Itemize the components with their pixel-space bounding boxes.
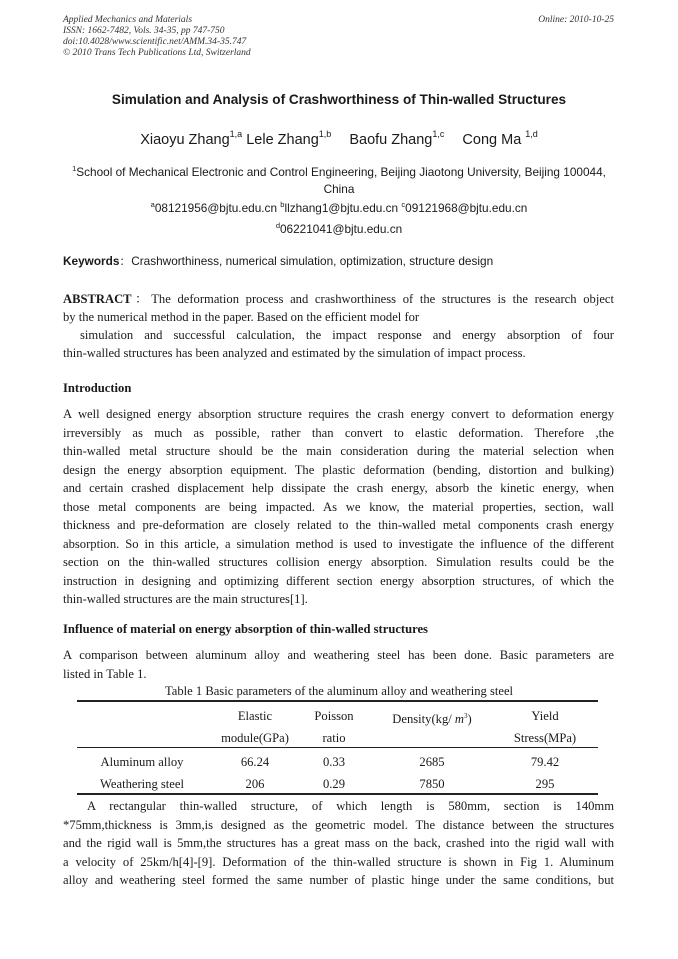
table-cell-yield: 295 — [535, 777, 555, 791]
affiliation-text: School of Mechanical Electronic and Control Engineering, Beijing Jiaotong University, Beijing 100044, China — [76, 164, 606, 196]
table-cell-elastic: 206 — [245, 777, 265, 791]
table-cell-material: Weathering steel — [100, 777, 184, 791]
author-name: Xiaoyu Zhang — [140, 131, 230, 148]
header-density-close: ) — [467, 712, 472, 727]
paragraph-line: a velocity of 25km/h[4]-[9]. Deformation of the thin-walled structure is shown in Fig 1. Aluminum — [63, 854, 614, 869]
keywords-label: Keywords — [63, 254, 120, 268]
journal-header — [63, 15, 251, 59]
header-elastic-unit: module(GPa) — [221, 731, 289, 745]
header-yield-unit: Stress(MPa) — [513, 731, 577, 745]
author-affil-mark: 1,c — [432, 129, 445, 139]
paragraph-line: and certain crashed displacement help dissipate the crash energy, absorb the kinetic energy, when — [63, 481, 614, 495]
issn-line: ISSN: 1662-7482, Vols. 34-35, pp 747-750 — [63, 26, 225, 36]
email-mark: c — [401, 200, 406, 209]
table-caption: Table 1 Basic parameters of the aluminum alloy and weathering steel — [164, 684, 514, 698]
paragraph-line: A rectangular thin-walled structure, of which length is 580mm, section is 140mm — [87, 799, 614, 813]
abstract-line: thin-walled structures has been analyzed and estimated by the simulation of impact process. — [63, 346, 526, 360]
paragraph-line: absorption. So in this article, a simulation method is used to investigate the influence of the different — [63, 536, 614, 551]
header-poisson: Poisson — [314, 709, 354, 723]
section-heading-introduction: Introduction — [63, 381, 132, 395]
author-name: Cong Ma — [462, 131, 522, 148]
header-elastic: Elastic — [237, 709, 273, 723]
table-cell-density: 7850 — [419, 777, 445, 791]
keywords — [63, 252, 615, 269]
model-paragraph — [63, 797, 614, 890]
section-heading-influence: Influence of material on energy absorption of thin-walled structures — [63, 622, 428, 636]
header-density-text: Density(kg/ — [392, 712, 452, 727]
table-cell-elastic: 66.24 — [240, 755, 270, 769]
paragraph-line: A well designed energy absorption structure requires the crash energy convert to deformation energy — [63, 407, 614, 421]
paragraph-line: instruction in designing and optimizing different section energy absorption structures, of which the — [63, 573, 614, 588]
doi-line: doi:10.4028/www.scientific.net/AMM.34-35.747 — [63, 37, 247, 47]
online-date: Online: 2010-10-25 — [538, 15, 614, 25]
affiliation-mark: 1 — [72, 164, 77, 173]
paper-title: Simulation and Analysis of Crashworthiness of Thin-walled Structures — [111, 92, 567, 107]
affiliation — [72, 160, 606, 198]
header-poisson-ratio: ratio — [322, 731, 346, 745]
paragraph-line: design the energy absorption equipment. The plastic deformation (bending, distortion and bulking) — [63, 462, 614, 477]
paragraph-line: *75mm,thickness is 3mm,is designed as the geometric model. The distance between the structures — [63, 817, 614, 832]
abstract — [63, 290, 614, 362]
copyright-line: © 2010 Trans Tech Publications Ltd, Switzerland — [63, 48, 251, 58]
header-density-exp: 3 — [464, 712, 468, 720]
paragraph-line: A comparison between aluminum alloy and weathering steel has been done. Basic parameters are — [63, 648, 614, 662]
email-a: 08121956@bjtu.edu.cn — [154, 200, 278, 215]
paragraph-line: listed in Table 1. — [63, 666, 147, 681]
email-b: llzhang1@bjtu.edu.cn — [284, 200, 399, 215]
author-affil-mark: 1,a — [229, 129, 243, 139]
keywords-text: Crashworthiness, numerical simulation, optimization, structure design — [131, 254, 494, 268]
author-name: Baofu Zhang — [349, 131, 433, 148]
header-density-unit: m — [454, 712, 465, 727]
keywords-separator: ： — [119, 254, 132, 268]
header-yield: Yield — [531, 709, 559, 723]
influence-paragraph — [63, 646, 614, 683]
author-affil-mark: 1,d — [525, 129, 538, 139]
table-top-rule — [77, 700, 598, 702]
paragraph-line: thin-walled metal structure should be the main consideration during the material selection when — [63, 444, 614, 458]
abstract-line: by the numerical method in the paper. Based on the efficient model for — [63, 310, 420, 324]
email-mark: b — [280, 200, 285, 209]
abstract-line: The deformation process and crashworthiness of the structures is the research object — [151, 292, 615, 306]
table-bottom-rule — [77, 793, 598, 795]
paragraph-line: thickness and pre-deformation are closely related to the thin-walled metal components crash energy — [63, 518, 614, 532]
paragraph-line: thin-walled structures are the main structures[1]. — [63, 592, 308, 606]
paragraph-line: section on the thin-walled structures collision energy absorption. Simulation results could be the — [63, 555, 614, 569]
email-list — [0, 196, 678, 238]
paragraph-line: alloy and weathering steel formed the same number of plastic hinge under the same conditions, but — [63, 873, 614, 887]
abstract-line: simulation and successful calculation, the impact response and energy absorption of four — [80, 328, 614, 342]
table-cell-poisson: 0.33 — [322, 755, 346, 769]
email-d: 06221041@bjtu.edu.cn — [279, 221, 403, 236]
table-header-rule — [77, 747, 598, 748]
author-affil-mark: 1,b — [318, 129, 332, 139]
email-mark: d — [275, 220, 280, 230]
abstract-separator: ： — [131, 292, 152, 306]
author-name: Lele Zhang — [246, 131, 319, 148]
header-density — [367, 712, 497, 727]
table-cell-yield: 79.42 — [530, 755, 560, 769]
paragraph-line: irreversibly as much as possible, rather than convert to elastic deformation. Therefore ,the — [63, 425, 614, 440]
author-list — [0, 130, 678, 148]
table-cell-material: Aluminum alloy — [100, 755, 184, 769]
paragraph-line: those metal components are being impacted. As we know, the material properties, section, wall — [63, 499, 614, 514]
table-cell-poisson: 0.29 — [322, 777, 346, 791]
introduction-paragraph — [63, 405, 614, 609]
abstract-label: ABSTRACT — [63, 292, 132, 306]
email-mark: a — [150, 200, 155, 209]
journal-name: Applied Mechanics and Materials — [63, 15, 193, 25]
email-c: 09121968@bjtu.edu.cn — [405, 200, 528, 215]
table-cell-density: 2685 — [419, 755, 445, 769]
paragraph-line: and the rigid wall is 5mm,the structures has a great mass on the back, crashed into the rigid wall with — [63, 836, 614, 850]
